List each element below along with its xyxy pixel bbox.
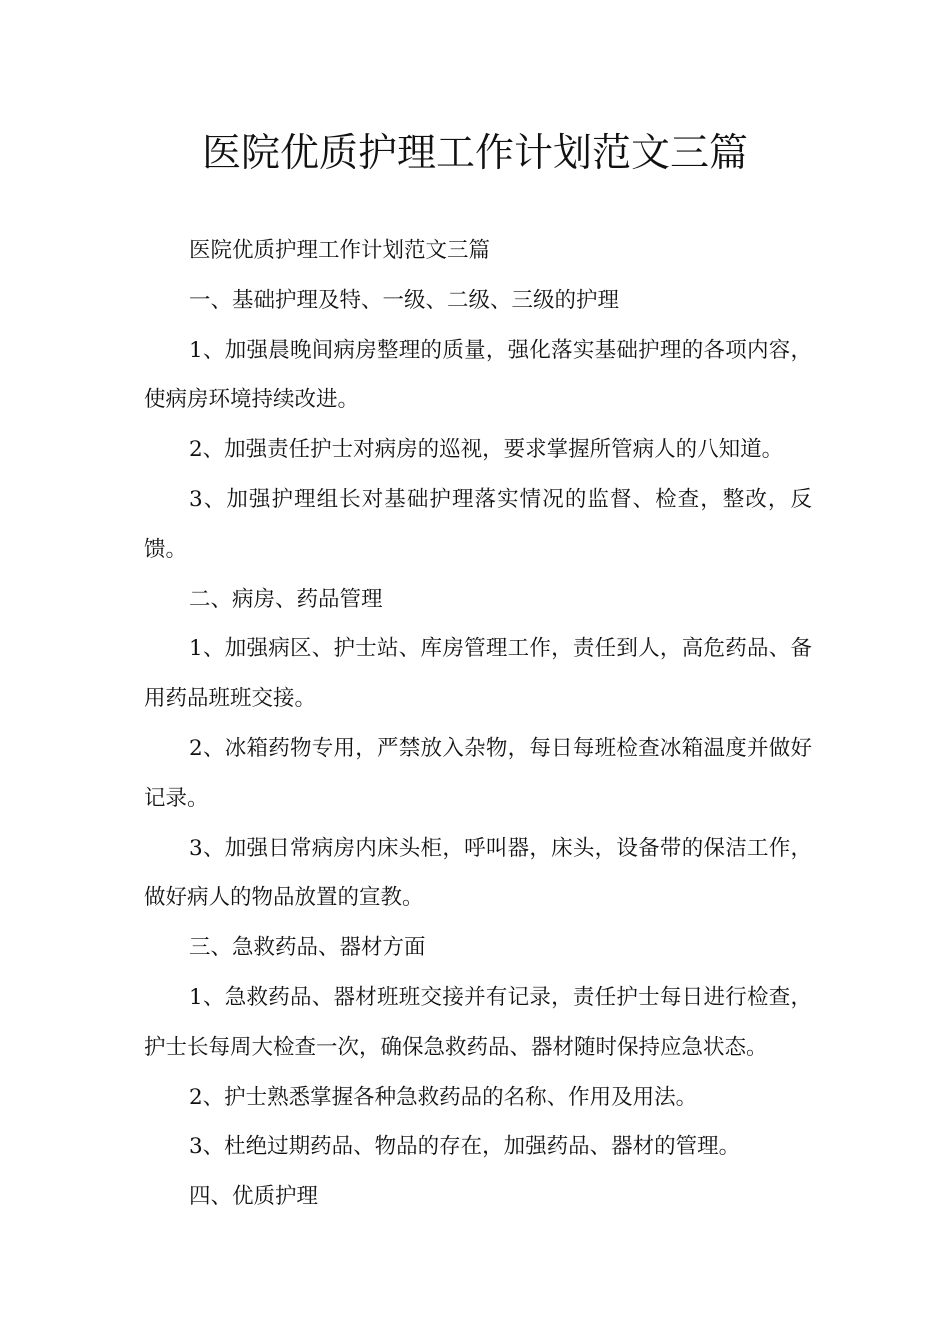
- paragraph: 四、优质护理: [189, 1184, 319, 1210]
- document-body: [144, 226, 812, 1222]
- paragraph: 1、加强晨晚间病房整理的质量，强化落实基础护理的各项内容，使病房环境持续改进。: [144, 337, 812, 413]
- paragraph: 2、冰箱药物专用，严禁放入杂物，每日每班检查冰箱温度并做好记录。: [144, 735, 812, 811]
- paragraph: 3、加强日常病房内床头柜，呼叫器，床头，设备带的保洁工作，做好病人的物品放置的宣教。: [144, 835, 812, 911]
- paragraph: 2、加强责任护士对病房的巡视，要求掌握所管病人的八知道。: [189, 437, 784, 463]
- paragraph: 1、加强病区、护士站、库房管理工作，责任到人，高危药品、备用药品班班交接。: [144, 636, 812, 712]
- paragraph: 三、急救药品、器材方面: [189, 935, 426, 961]
- paragraph: 1、急救药品、器材班班交接并有记录，责任护士每日进行检查，护士长每周大检查一次，确保急救药品、器材随时保持应急状态。: [144, 984, 812, 1060]
- paragraph: 3、加强护理组长对基础护理落实情况的监督、检查，整改，反馈。: [144, 486, 812, 562]
- document-title: 医院优质护理工作计划范文三篇: [201, 131, 748, 176]
- paragraph: 医院优质护理工作计划范文三篇: [189, 238, 491, 263]
- paragraph: 一、基础护理及特、一级、二级、三级的护理: [189, 287, 620, 313]
- paragraph: 3、杜绝过期药品、物品的存在，加强药品、器材的管理。: [189, 1134, 741, 1160]
- paragraph: 2、护士熟悉掌握各种急救药品的名称、作用及用法。: [189, 1084, 698, 1110]
- paragraph: 二、病房、药品管理: [189, 586, 383, 612]
